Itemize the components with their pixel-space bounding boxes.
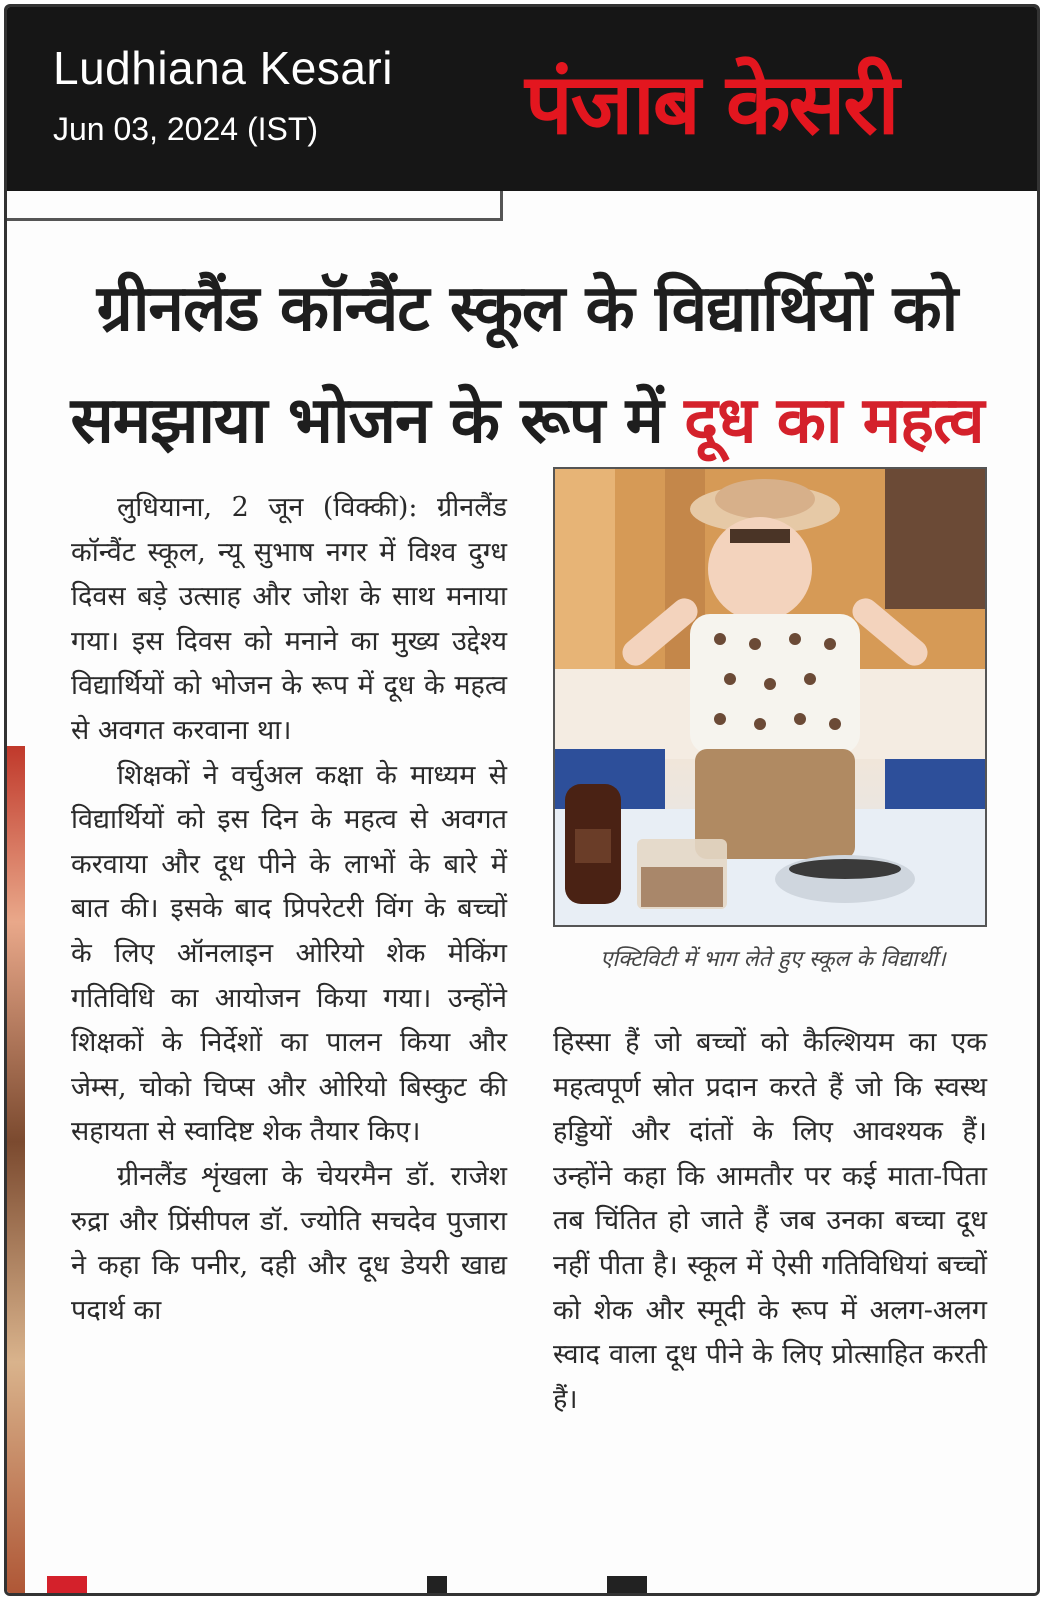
adjacent-article-border — [7, 191, 503, 221]
newspaper-clipping-frame — [4, 4, 1040, 1596]
headline-line-2-black: समझाया भोजन के रूप में — [70, 384, 663, 458]
article-headline — [47, 253, 1007, 477]
photo-caption: एक्टिविटी में भाग लेते हुए स्कूल के विद्यार्थी। — [600, 947, 946, 972]
paragraph-1: लुधियाना, 2 जून (विक्की): ग्रीनलैंड कॉन्वैंट स्कूल, न्यू सुभाष नगर में विश्व दुग्ध दिवस बड़े उत्साह और जोश के साथ मनाया गया। इस दिवस को मनाने का मुख्य उद्देश्य विद्यार्थियों को भोजन के रूप में दूध के महत्व से अवगत करवाना था। — [71, 492, 507, 746]
article-column-right — [553, 1021, 987, 1422]
article-column-left — [71, 486, 507, 1333]
paragraph-4: हिस्सा हैं जो बच्चों को कैल्शियम का एक महत्वपूर्ण स्रोत प्रदान करते हैं जो कि स्वस्थ हड्डियों और दांतों के लिए आवश्यक हैं। उन्होंने कहा कि आमतौर पर कई माता-पिता तब चिंतित हो जाते हैं जब उनका बच्चा दूध नहीं पीता है। स्कूल में ऐसी गतिविधियां बच्चों को शेक और स्मूदी के रूप में अलग-अलग स्वाद वाला दूध पीने के लिए प्रोत्साहित करती हैं। — [553, 1027, 987, 1415]
header-bar — [7, 7, 1037, 191]
headline-line-2 — [47, 365, 1007, 477]
next-article-fragment — [47, 1576, 1007, 1596]
adjacent-photo-strip — [7, 746, 25, 1596]
publication-name: Ludhiana Kesari — [53, 42, 393, 94]
publication-date: Jun 03, 2024 (IST) — [53, 111, 319, 147]
article-photo — [553, 467, 987, 927]
paragraph-2: शिक्षकों ने वर्चुअल कक्षा के माध्यम से विद्यार्थियों को इस दिन के महत्व से अवगत करवाया और दूध पीने के लाभों के बारे में बात की। इसके बाद प्रिपरेटरी विंग के बच्चों के लिए ऑनलाइन ओरियो शेक मेकिंग गतिविधि का आयोजन किया गया। उन्होंने शिक्षकों के निर्देशों का पालन किया और जेम्स, चोको चिप्स और ओरियो बिस्कुट की सहायता से स्वादिष्ट शेक तैयार किए। — [71, 759, 507, 1148]
headline-line-1: ग्रीनलैंड कॉन्वैंट स्कूल के विद्यार्थियों को — [96, 272, 958, 346]
child-activity-illustration — [555, 469, 987, 927]
masthead-logo: पंजाब केसरी — [525, 55, 898, 153]
headline-line-2-red: दूध का महत्व — [684, 384, 984, 458]
article-clip — [7, 191, 1037, 1596]
paragraph-3: ग्रीनलैंड शृंखला के चेयरमैन डॉ. राजेश रुद्रा और प्रिंसीपल डॉ. ज्योति सचदेव पुजारा ने कहा कि पनीर, दही और दूध डेयरी खाद्य पदार्थ का — [71, 1160, 507, 1326]
